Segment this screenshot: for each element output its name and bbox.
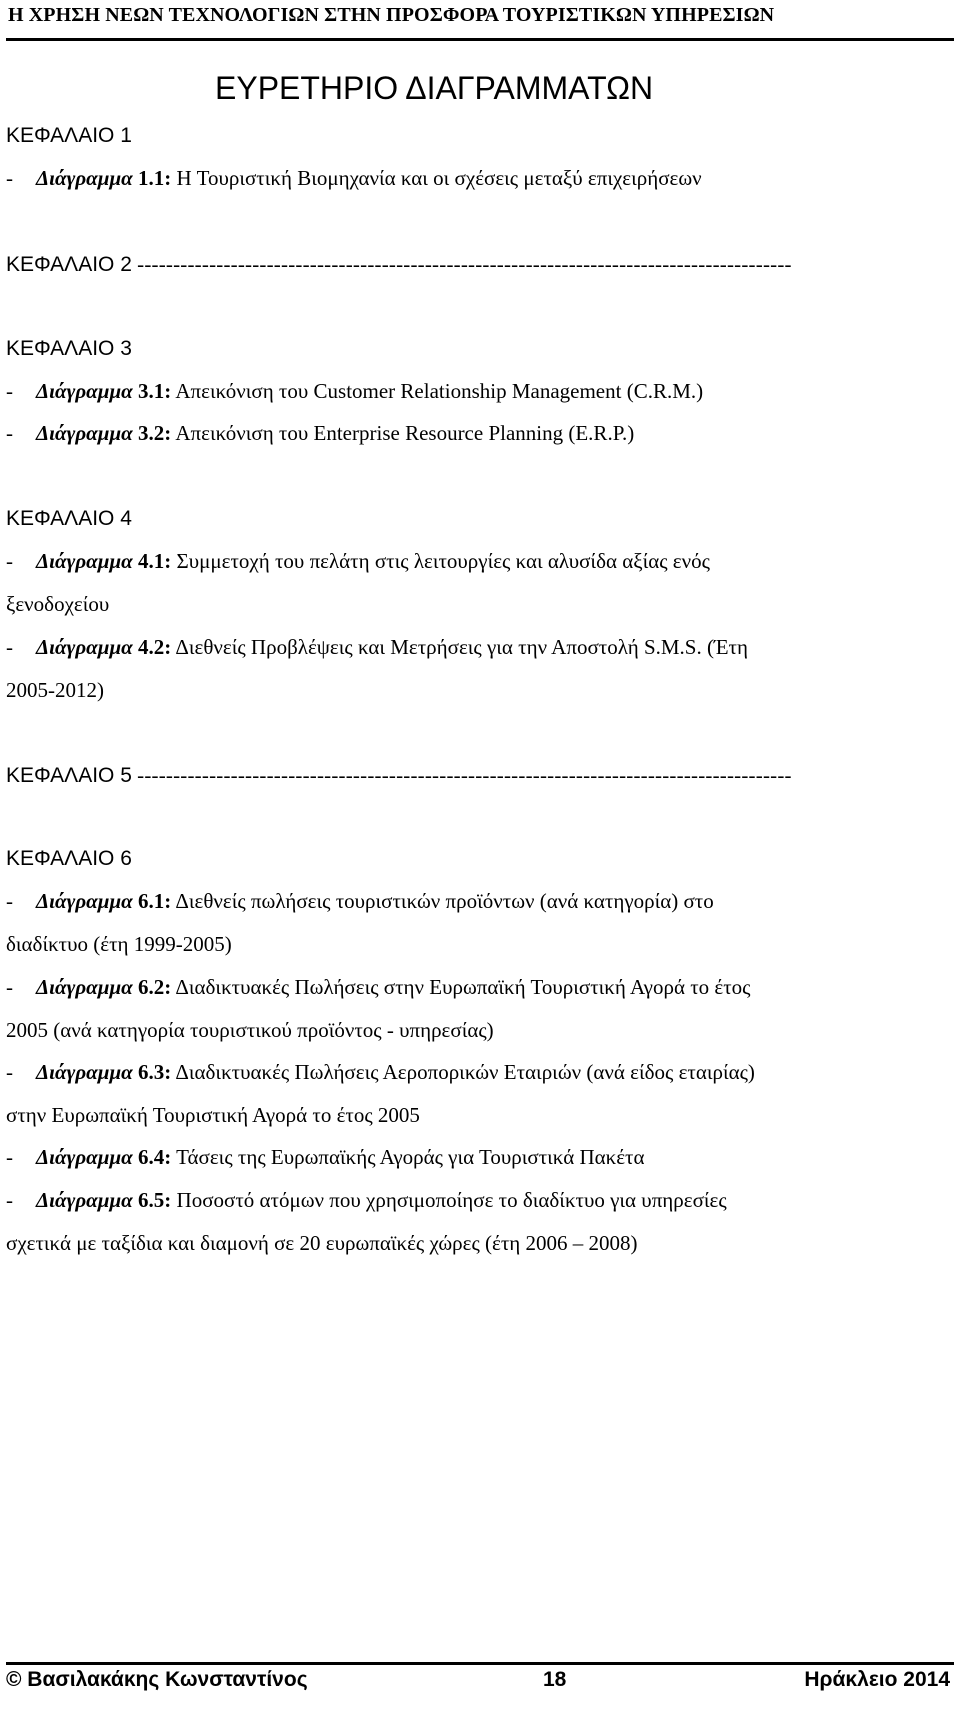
diagram-entry-4-2 xyxy=(6,633,748,661)
diagram-title: Ποσοστό ατόμων που χρησιμοποίησε το διαδίκτυο για υπηρεσίες xyxy=(176,1188,727,1212)
diagram-number: 4.1: xyxy=(138,549,172,573)
diagram-entry-4-1 xyxy=(6,547,710,575)
list-dash: - xyxy=(6,421,13,445)
diagram-entry-6-1 xyxy=(6,887,714,915)
diagram-entry-3-1 xyxy=(6,377,703,405)
list-dash: - xyxy=(6,1060,13,1084)
diagram-title: Διεθνείς πωλήσεις τουριστικών προϊόντων (ανά κατηγορία) στο xyxy=(175,889,714,913)
footer-place-year: Ηράκλειο 2014 xyxy=(804,1668,950,1691)
diagram-number: 6.4: xyxy=(138,1145,172,1169)
diagram-entry-3-2 xyxy=(6,419,634,447)
chapter-4-heading: ΚΕΦΑΛΑΙΟ 4 xyxy=(6,507,132,530)
diagram-number: 1.1: xyxy=(138,166,172,190)
diagram-entry-6-2 xyxy=(6,973,750,1001)
diagram-word: Διάγραμμα xyxy=(36,166,133,190)
chapter-5-line xyxy=(6,761,792,790)
list-dash: - xyxy=(6,635,13,659)
diagram-word: Διάγραμμα xyxy=(36,1060,133,1084)
diagram-word: Διάγραμμα xyxy=(36,1145,133,1169)
diagram-entry-1-1 xyxy=(6,164,702,192)
chapter-5-heading: ΚΕΦΑΛΑΙΟ 5 xyxy=(6,764,132,787)
diagram-number: 6.5: xyxy=(138,1188,172,1212)
diagram-word: Διάγραμμα xyxy=(36,1188,133,1212)
diagram-number: 3.1: xyxy=(138,379,172,403)
chapter-6-heading: ΚΕΦΑΛΑΙΟ 6 xyxy=(6,847,132,870)
diagram-entry-6-3-continued: στην Ευρωπαϊκή Τουριστική Αγορά το έτος 2005 xyxy=(6,1103,420,1127)
diagram-title: Διαδικτυακές Πωλήσεις Αεροπορικών Εταιριών (ανά είδος εταιρίας) xyxy=(175,1060,755,1084)
list-dash: - xyxy=(6,1145,13,1169)
diagram-entry-6-5-continued: σχετικά με ταξίδια και διαμονή σε 20 ευρωπαϊκές χώρες (έτη 2006 – 2008) xyxy=(6,1231,638,1255)
list-dash: - xyxy=(6,1188,13,1212)
diagram-title: Απεικόνιση του Enterprise Resource Planning (E.R.P.) xyxy=(175,421,635,445)
chapter-1-heading: ΚΕΦΑΛΑΙΟ 1 xyxy=(6,124,132,147)
list-dash: - xyxy=(6,975,13,999)
diagram-title: Η Τουριστική Βιομηχανία και οι σχέσεις μεταξύ επιχειρήσεων xyxy=(176,166,702,190)
diagram-number: 4.2: xyxy=(138,635,172,659)
chapter-3-heading: ΚΕΦΑΛΑΙΟ 3 xyxy=(6,337,132,360)
diagram-title: Διαδικτυακές Πωλήσεις στην Ευρωπαϊκή Τουριστική Αγορά το έτος xyxy=(175,975,751,999)
diagram-word: Διάγραμμα xyxy=(36,889,133,913)
list-dash: - xyxy=(6,379,13,403)
list-dash: - xyxy=(6,549,13,573)
diagram-title: Τάσεις της Ευρωπαϊκής Αγοράς για Τουριστικά Πακέτα xyxy=(176,1145,645,1169)
diagram-word: Διάγραμμα xyxy=(36,975,133,999)
page-number: 18 xyxy=(543,1668,567,1691)
diagram-title: Διεθνείς Προβλέψεις και Μετρήσεις για την Αποστολή S.M.S. (Έτη xyxy=(175,635,748,659)
diagram-word: Διάγραμμα xyxy=(36,549,133,573)
diagram-word: Διάγραμμα xyxy=(36,421,133,445)
diagram-entry-4-1-continued: ξενοδοχείου xyxy=(6,592,110,616)
diagram-entry-4-2-continued: 2005-2012) xyxy=(6,678,104,702)
index-title: ΕΥΡΕΤΗΡΙΟ ΔΙΑΓΡΑΜΜΑΤΩΝ xyxy=(215,70,654,106)
empty-chapter-dashes: ------------------------------------------------------------------------------------------- xyxy=(137,763,792,787)
footer-rule xyxy=(6,1662,954,1665)
diagram-word: Διάγραμμα xyxy=(36,635,133,659)
diagram-number: 6.3: xyxy=(138,1060,172,1084)
diagram-word: Διάγραμμα xyxy=(36,379,133,403)
chapter-2-line xyxy=(6,250,792,279)
footer-author: © Βασιλακάκης Κωνσταντίνος xyxy=(6,1668,308,1691)
diagram-entry-6-2-continued: 2005 (ανά κατηγορία τουριστικού προϊόντος - υπηρεσίας) xyxy=(6,1018,494,1042)
diagram-number: 6.2: xyxy=(138,975,172,999)
list-dash: - xyxy=(6,166,13,190)
diagram-title: Συμμετοχή του πελάτη στις λειτουργίες και αλυσίδα αξίας ενός xyxy=(176,549,710,573)
diagram-title: Απεικόνιση του Customer Relationship Management (C.R.M.) xyxy=(175,379,704,403)
list-dash: - xyxy=(6,889,13,913)
diagram-entry-6-3 xyxy=(6,1058,755,1086)
diagram-entry-6-5 xyxy=(6,1186,727,1214)
header-rule xyxy=(6,38,954,41)
diagram-number: 6.1: xyxy=(138,889,172,913)
diagram-number: 3.2: xyxy=(138,421,172,445)
empty-chapter-dashes: ------------------------------------------------------------------------------------------- xyxy=(137,252,792,276)
chapter-2-heading: ΚΕΦΑΛΑΙΟ 2 xyxy=(6,253,132,276)
running-header: Η ΧΡΗΣΗ ΝΕΩΝ ΤΕΧΝΟΛΟΓΙΩΝ ΣΤΗΝ ΠΡΟΣΦΟΡΑ ΤΟΥΡΙΣΤΙΚΩΝ ΥΠΗΡΕΣΙΩΝ xyxy=(8,4,775,26)
diagram-entry-6-1-continued: διαδίκτυο (έτη 1999-2005) xyxy=(6,932,232,956)
diagram-entry-6-4 xyxy=(6,1143,644,1171)
